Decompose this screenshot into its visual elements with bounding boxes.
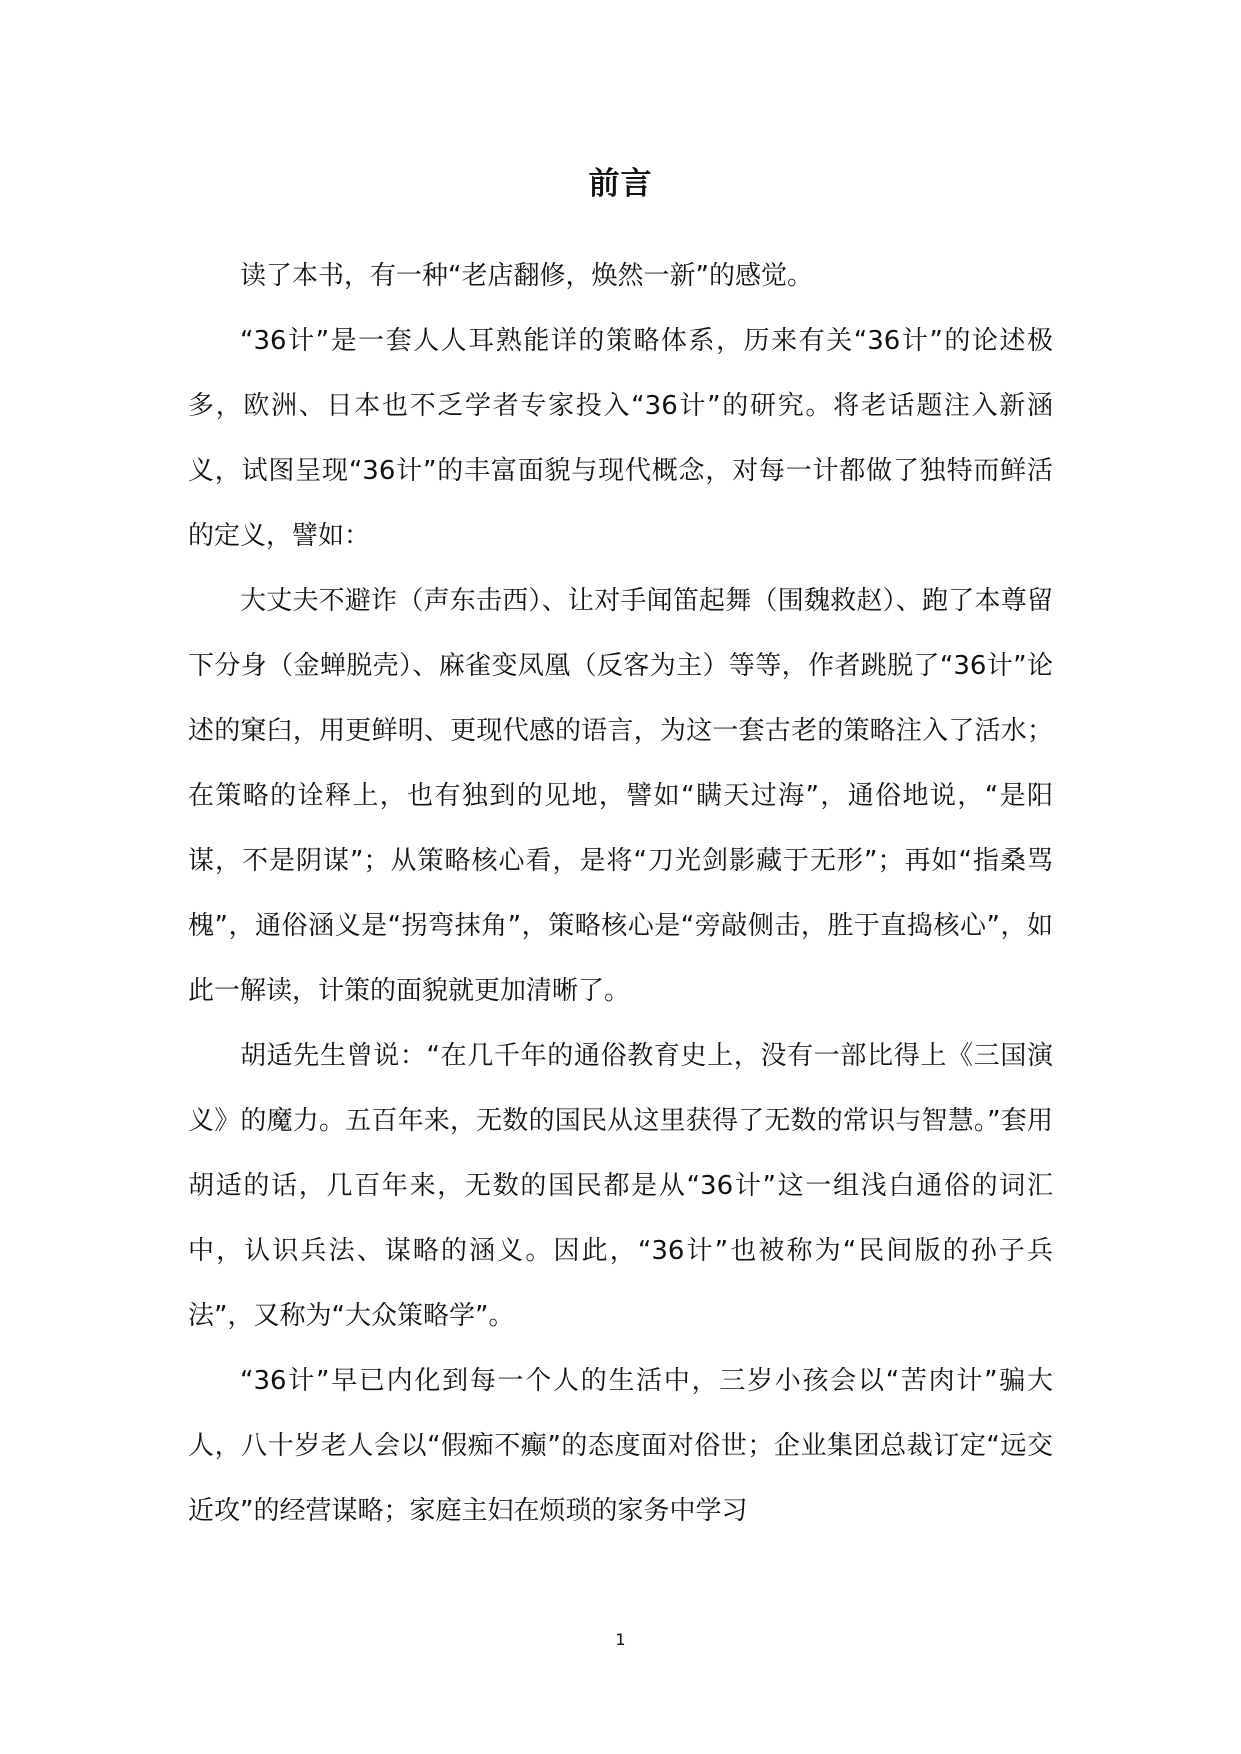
paragraph-1: 读了本书，有一种“老店翻修，焕然一新”的感觉。 (240, 261, 813, 291)
paragraph-3: 大丈夫不避诈（声东击西）、让对手闻笛起舞（围魏救赵）、跑了本尊留下分身（金蝉脱壳）、麻雀变凤凰（反客为主）等等，作者跳脱了“36计”论述的窠臼，用更鲜明、更现代感的语言，为这一套古老的策略注入了活水；在策略的诠释上，也有独到的见地，譬如“瞒天过海”，通俗地说，“是阳谋，不是阴谋”；从策略核心看，是将“刀光剑影藏于无形”；再如“指桑骂槐”，通俗涵义是“拐弯抹角”，策略核心是“旁敲侧击，胜于直捣核心”，如此一解读，计策的面貌就更加清晰了。 (188, 586, 1053, 1006)
paragraph-4: 胡适先生曾说：“在几千年的通俗教育史上，没有一部比得上《三国演义》的魔力。五百年来，无数的国民从这里获得了无数的常识与智慧。”套用胡适的话，几百年来，无数的国民都是从“36计”这一组浅白通俗的词汇中，认识兵法、谋略的涵义。因此，“36计”也被称为“民间版的孙子兵法”，又称为“大众策略学”。 (188, 1041, 1053, 1331)
document-body (188, 244, 1053, 1544)
page-title: 前言 (588, 166, 653, 202)
paragraph-5: “36计”早已内化到每一个人的生活中，三岁小孩会以“苦肉计”骗大人，八十岁老人会以“假痴不癫”的态度面对俗世；企业集团总裁订定“远交近攻”的经营谋略；家庭主妇在烦琐的家务中学习 (188, 1366, 1053, 1526)
paragraph-2: “36计”是一套人人耳熟能详的策略体系，历来有关“36计”的论述极多，欧洲、日本也不乏学者专家投入“36计”的研究。将老话题注入新涵义，试图呈现“36计”的丰富面貌与现代概念，对每一计都做了独特而鲜活的定义，譬如： (188, 326, 1053, 551)
page-number: 1 (615, 1630, 626, 1649)
